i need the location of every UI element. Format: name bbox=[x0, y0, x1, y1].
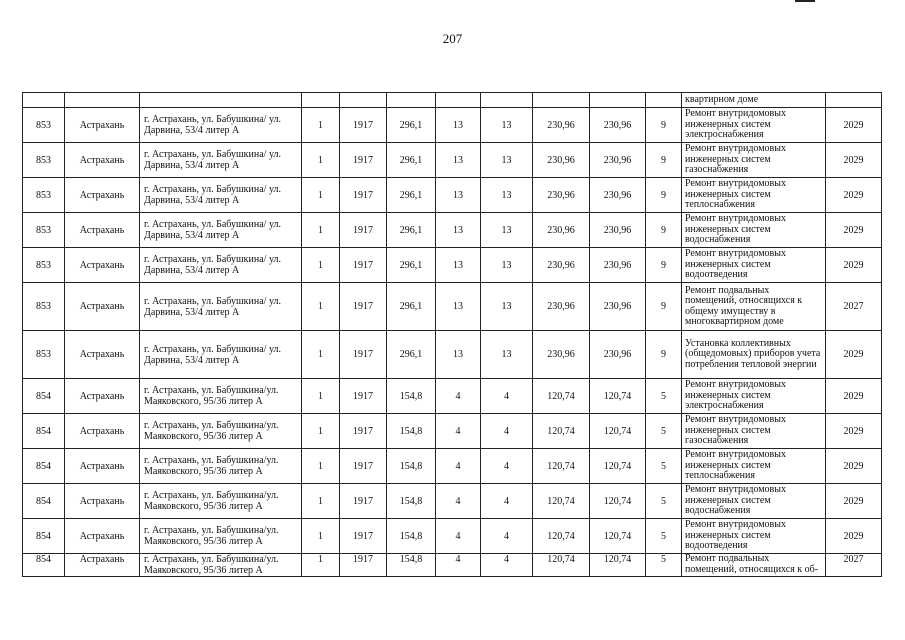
col-4-value-cell: 1 bbox=[302, 484, 340, 519]
table-cell bbox=[340, 93, 387, 108]
city-cell: Астрахань bbox=[65, 449, 140, 484]
col-10-value-cell: 120,74 bbox=[590, 414, 646, 449]
table-row bbox=[23, 248, 882, 283]
city-cell: Астрахань bbox=[65, 108, 140, 143]
plan-year-cell: 2029 bbox=[826, 379, 882, 414]
work-type-cell: Ремонт подвальных помещений, относящихся к общему имуществу в многоквартирном доме bbox=[682, 283, 826, 331]
row-number-cell: 854 bbox=[23, 414, 65, 449]
address-cell: г. Астрахань, ул. Бабушкина/ул. Маяковского, 95/36 литер А bbox=[140, 414, 302, 449]
build-year-cell: 1917 bbox=[340, 331, 387, 379]
work-type-cell: Ремонт внутридомовых инженерных систем водоотведения bbox=[682, 248, 826, 283]
col-10-value-cell: 230,96 bbox=[590, 178, 646, 213]
col-9-value-cell: 230,96 bbox=[533, 331, 590, 379]
plan-year-cell: 2029 bbox=[826, 519, 882, 554]
col-7-value-cell: 4 bbox=[436, 379, 481, 414]
col-4-value-cell: 1 bbox=[302, 554, 340, 577]
col-11-value-cell: 9 bbox=[646, 248, 682, 283]
col-11-value-cell: 5 bbox=[646, 414, 682, 449]
col-4-value-cell: 1 bbox=[302, 213, 340, 248]
city-cell: Астрахань bbox=[65, 414, 140, 449]
row-number-cell: 853 bbox=[23, 213, 65, 248]
col-4-value-cell: 1 bbox=[302, 379, 340, 414]
work-type-cell: Ремонт внутридомовых инженерных систем электроснабжения bbox=[682, 108, 826, 143]
table-row bbox=[23, 379, 882, 414]
col-9-value-cell: 120,74 bbox=[533, 484, 590, 519]
col-4-value-cell: 1 bbox=[302, 178, 340, 213]
col-9-value-cell: 120,74 bbox=[533, 554, 590, 577]
work-type-cell: Ремонт внутридомовых инженерных систем теплоснабжения bbox=[682, 449, 826, 484]
table-cell bbox=[590, 93, 646, 108]
build-year-cell: 1917 bbox=[340, 213, 387, 248]
continuation-text: квартирном доме bbox=[682, 93, 826, 108]
row-number-cell: 854 bbox=[23, 484, 65, 519]
plan-year-cell: 2029 bbox=[826, 248, 882, 283]
col-11-value-cell: 9 bbox=[646, 178, 682, 213]
row-number-cell: 854 bbox=[23, 449, 65, 484]
col-8-value-cell: 13 bbox=[481, 331, 533, 379]
address-cell: г. Астрахань, ул. Бабушкина/ул. Маяковского, 95/36 литер А bbox=[140, 379, 302, 414]
area-cell: 154,8 bbox=[387, 379, 436, 414]
page-number: 207 bbox=[442, 31, 463, 46]
city-cell: Астрахань bbox=[65, 379, 140, 414]
build-year-cell: 1917 bbox=[340, 414, 387, 449]
col-11-value-cell: 9 bbox=[646, 213, 682, 248]
col-11-value-cell: 5 bbox=[646, 484, 682, 519]
col-7-value-cell: 13 bbox=[436, 248, 481, 283]
area-cell: 296,1 bbox=[387, 283, 436, 331]
area-cell: 154,8 bbox=[387, 414, 436, 449]
col-4-value-cell: 1 bbox=[302, 283, 340, 331]
address-cell: г. Астрахань, ул. Бабушкина/ ул. Дарвина, 53/4 литер А bbox=[140, 248, 302, 283]
area-cell: 296,1 bbox=[387, 248, 436, 283]
work-type-cell: Ремонт внутридомовых инженерных систем водоснабжения bbox=[682, 484, 826, 519]
col-10-value-cell: 120,74 bbox=[590, 449, 646, 484]
table-cell bbox=[533, 93, 590, 108]
col-7-value-cell: 13 bbox=[436, 283, 481, 331]
city-cell: Астрахань bbox=[65, 331, 140, 379]
table-cell bbox=[481, 93, 533, 108]
work-type-cell: Ремонт внутридомовых инженерных систем водоснабжения bbox=[682, 213, 826, 248]
area-cell: 154,8 bbox=[387, 484, 436, 519]
city-cell: Астрахань bbox=[65, 519, 140, 554]
build-year-cell: 1917 bbox=[340, 108, 387, 143]
col-11-value-cell: 9 bbox=[646, 143, 682, 178]
col-7-value-cell: 13 bbox=[436, 178, 481, 213]
registry-table bbox=[22, 92, 882, 577]
col-4-value-cell: 1 bbox=[302, 248, 340, 283]
col-8-value-cell: 4 bbox=[481, 484, 533, 519]
table-cell bbox=[140, 93, 302, 108]
col-11-value-cell: 9 bbox=[646, 108, 682, 143]
area-cell: 296,1 bbox=[387, 108, 436, 143]
city-cell: Астрахань bbox=[65, 143, 140, 178]
col-8-value-cell: 13 bbox=[481, 178, 533, 213]
row-number-cell: 853 bbox=[23, 108, 65, 143]
col-8-value-cell: 4 bbox=[481, 379, 533, 414]
col-9-value-cell: 230,96 bbox=[533, 213, 590, 248]
col-10-value-cell: 230,96 bbox=[590, 331, 646, 379]
table-cell bbox=[302, 93, 340, 108]
build-year-cell: 1917 bbox=[340, 283, 387, 331]
city-cell: Астрахань bbox=[65, 178, 140, 213]
table-body bbox=[23, 93, 882, 577]
col-7-value-cell: 13 bbox=[436, 108, 481, 143]
col-10-value-cell: 230,96 bbox=[590, 248, 646, 283]
col-7-value-cell: 4 bbox=[436, 449, 481, 484]
col-8-value-cell: 13 bbox=[481, 143, 533, 178]
col-10-value-cell: 120,74 bbox=[590, 554, 646, 577]
corner-mark bbox=[795, 0, 815, 2]
table-row bbox=[23, 143, 882, 178]
row-number-cell: 853 bbox=[23, 143, 65, 178]
col-8-value-cell: 4 bbox=[481, 449, 533, 484]
col-10-value-cell: 230,96 bbox=[590, 213, 646, 248]
col-4-value-cell: 1 bbox=[302, 414, 340, 449]
table-row bbox=[23, 449, 882, 484]
col-8-value-cell: 13 bbox=[481, 248, 533, 283]
row-number-cell: 854 bbox=[23, 379, 65, 414]
city-cell: Астрахань bbox=[65, 283, 140, 331]
build-year-cell: 1917 bbox=[340, 379, 387, 414]
row-number-cell: 853 bbox=[23, 248, 65, 283]
work-type-cell: Ремонт внутридомовых инженерных систем электроснабжения bbox=[682, 379, 826, 414]
plan-year-cell: 2029 bbox=[826, 484, 882, 519]
area-cell: 154,8 bbox=[387, 449, 436, 484]
col-8-value-cell: 4 bbox=[481, 414, 533, 449]
col-11-value-cell: 5 bbox=[646, 449, 682, 484]
table-cell bbox=[23, 93, 65, 108]
col-10-value-cell: 230,96 bbox=[590, 108, 646, 143]
work-type-cell: Ремонт внутридомовых инженерных систем газоснабжения bbox=[682, 143, 826, 178]
col-8-value-cell: 4 bbox=[481, 554, 533, 577]
table-cell bbox=[387, 93, 436, 108]
table-cell bbox=[826, 93, 882, 108]
address-cell: г. Астрахань, ул. Бабушкина/ ул. Дарвина, 53/4 литер А bbox=[140, 331, 302, 379]
address-cell: г. Астрахань, ул. Бабушкина/ ул. Дарвина, 53/4 литер А bbox=[140, 143, 302, 178]
table-row bbox=[23, 108, 882, 143]
table-row bbox=[23, 213, 882, 248]
col-8-value-cell: 13 bbox=[481, 108, 533, 143]
col-10-value-cell: 120,74 bbox=[590, 484, 646, 519]
address-cell: г. Астрахань, ул. Бабушкина/ул. Маяковского, 95/36 литер А bbox=[140, 484, 302, 519]
area-cell: 296,1 bbox=[387, 143, 436, 178]
continuation-row bbox=[23, 93, 882, 108]
table-cell bbox=[436, 93, 481, 108]
build-year-cell: 1917 bbox=[340, 519, 387, 554]
address-cell: г. Астрахань, ул. Бабушкина/ ул. Дарвина, 53/4 литер А bbox=[140, 213, 302, 248]
work-type-cell: Установка коллективных (общедомовых) приборов учета потребления тепловой энергии bbox=[682, 331, 826, 379]
address-cell: г. Астрахань, ул. Бабушкина/ул. Маяковского, 95/36 литер А bbox=[140, 519, 302, 554]
col-7-value-cell: 4 bbox=[436, 519, 481, 554]
city-cell: Астрахань bbox=[65, 554, 140, 577]
col-9-value-cell: 120,74 bbox=[533, 449, 590, 484]
work-type-cell: Ремонт подвальных помещений, относящихся к об- bbox=[682, 554, 826, 577]
col-11-value-cell: 5 bbox=[646, 379, 682, 414]
area-cell: 154,8 bbox=[387, 554, 436, 577]
address-cell: г. Астрахань, ул. Бабушкина/ ул. Дарвина, 53/4 литер А bbox=[140, 283, 302, 331]
table-row bbox=[23, 283, 882, 331]
col-9-value-cell: 230,96 bbox=[533, 143, 590, 178]
col-4-value-cell: 1 bbox=[302, 143, 340, 178]
city-cell: Астрахань bbox=[65, 213, 140, 248]
col-7-value-cell: 4 bbox=[436, 484, 481, 519]
col-7-value-cell: 13 bbox=[436, 213, 481, 248]
build-year-cell: 1917 bbox=[340, 248, 387, 283]
plan-year-cell: 2027 bbox=[826, 283, 882, 331]
plan-year-cell: 2029 bbox=[826, 143, 882, 178]
area-cell: 154,8 bbox=[387, 519, 436, 554]
build-year-cell: 1917 bbox=[340, 178, 387, 213]
row-number-cell: 853 bbox=[23, 178, 65, 213]
col-4-value-cell: 1 bbox=[302, 519, 340, 554]
col-10-value-cell: 230,96 bbox=[590, 143, 646, 178]
col-9-value-cell: 120,74 bbox=[533, 379, 590, 414]
table-row bbox=[23, 554, 882, 577]
address-cell: г. Астрахань, ул. Бабушкина/ул. Маяковского, 95/36 литер А bbox=[140, 449, 302, 484]
col-9-value-cell: 230,96 bbox=[533, 178, 590, 213]
plan-year-cell: 2029 bbox=[826, 178, 882, 213]
col-9-value-cell: 230,96 bbox=[533, 248, 590, 283]
col-7-value-cell: 4 bbox=[436, 554, 481, 577]
col-10-value-cell: 230,96 bbox=[590, 283, 646, 331]
col-7-value-cell: 13 bbox=[436, 331, 481, 379]
col-7-value-cell: 13 bbox=[436, 143, 481, 178]
col-9-value-cell: 230,96 bbox=[533, 283, 590, 331]
col-4-value-cell: 1 bbox=[302, 449, 340, 484]
col-11-value-cell: 9 bbox=[646, 283, 682, 331]
col-11-value-cell: 5 bbox=[646, 519, 682, 554]
col-8-value-cell: 13 bbox=[481, 283, 533, 331]
address-cell: г. Астрахань, ул. Бабушкина/ул. Маяковского, 95/36 литер А bbox=[140, 554, 302, 577]
row-number-cell: 853 bbox=[23, 331, 65, 379]
build-year-cell: 1917 bbox=[340, 554, 387, 577]
col-10-value-cell: 120,74 bbox=[590, 379, 646, 414]
plan-year-cell: 2029 bbox=[826, 213, 882, 248]
col-9-value-cell: 120,74 bbox=[533, 519, 590, 554]
col-11-value-cell: 9 bbox=[646, 331, 682, 379]
work-type-cell: Ремонт внутридомовых инженерных систем теплоснабжения bbox=[682, 178, 826, 213]
area-cell: 296,1 bbox=[387, 213, 436, 248]
table-row bbox=[23, 414, 882, 449]
city-cell: Астрахань bbox=[65, 484, 140, 519]
plan-year-cell: 2029 bbox=[826, 108, 882, 143]
area-cell: 296,1 bbox=[387, 178, 436, 213]
col-9-value-cell: 230,96 bbox=[533, 108, 590, 143]
col-8-value-cell: 4 bbox=[481, 519, 533, 554]
plan-year-cell: 2029 bbox=[826, 331, 882, 379]
plan-year-cell: 2027 bbox=[826, 554, 882, 577]
plan-year-cell: 2029 bbox=[826, 449, 882, 484]
build-year-cell: 1917 bbox=[340, 143, 387, 178]
area-cell: 296,1 bbox=[387, 331, 436, 379]
work-type-cell: Ремонт внутридомовых инженерных систем газоснабжения bbox=[682, 414, 826, 449]
col-9-value-cell: 120,74 bbox=[533, 414, 590, 449]
build-year-cell: 1917 bbox=[340, 484, 387, 519]
table-row bbox=[23, 484, 882, 519]
table-cell bbox=[646, 93, 682, 108]
row-number-cell: 854 bbox=[23, 519, 65, 554]
build-year-cell: 1917 bbox=[340, 449, 387, 484]
row-number-cell: 853 bbox=[23, 283, 65, 331]
col-10-value-cell: 120,74 bbox=[590, 519, 646, 554]
address-cell: г. Астрахань, ул. Бабушкина/ ул. Дарвина, 53/4 литер А bbox=[140, 178, 302, 213]
table-row bbox=[23, 178, 882, 213]
row-number-cell: 854 bbox=[23, 554, 65, 577]
col-4-value-cell: 1 bbox=[302, 331, 340, 379]
col-4-value-cell: 1 bbox=[302, 108, 340, 143]
address-cell: г. Астрахань, ул. Бабушкина/ ул. Дарвина, 53/4 литер А bbox=[140, 108, 302, 143]
col-11-value-cell: 5 bbox=[646, 554, 682, 577]
table-cell bbox=[65, 93, 140, 108]
col-7-value-cell: 4 bbox=[436, 414, 481, 449]
table-row bbox=[23, 331, 882, 379]
plan-year-cell: 2029 bbox=[826, 414, 882, 449]
city-cell: Астрахань bbox=[65, 248, 140, 283]
col-8-value-cell: 13 bbox=[481, 213, 533, 248]
table-row bbox=[23, 519, 882, 554]
work-type-cell: Ремонт внутридомовых инженерных систем водоотведения bbox=[682, 519, 826, 554]
